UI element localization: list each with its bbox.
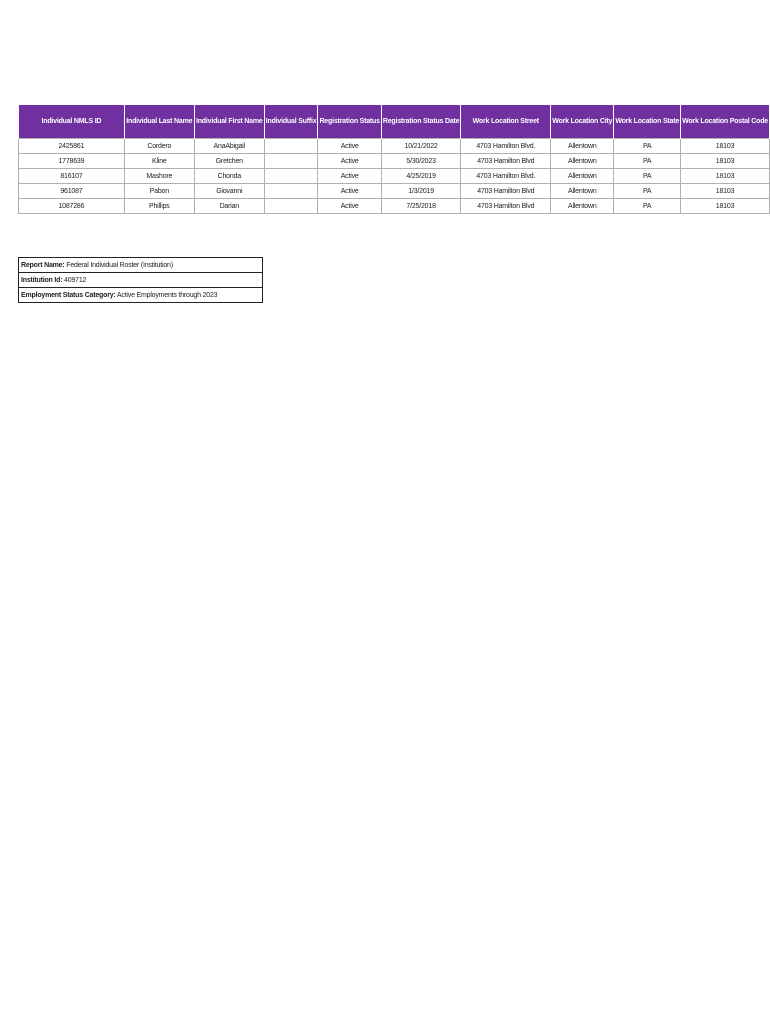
report-name-value: Federal Individual Roster (Institution)	[66, 261, 173, 269]
cell-registration-status: Active	[318, 184, 381, 199]
institution-id-value: 409712	[64, 276, 87, 284]
cell-work-city: Allentown	[551, 139, 614, 154]
employment-status-value: Active Employments through 2023	[116, 291, 218, 299]
cell-last-name: Kline	[124, 154, 194, 169]
cell-work-street: 4703 Hamilton Blvd	[461, 184, 551, 199]
header-first-name: Individual First Name	[194, 105, 264, 139]
cell-registration-status-date: 5/30/2023	[381, 154, 461, 169]
cell-work-postal-code: 18103	[681, 139, 770, 154]
cell-nmls-id: 816107	[19, 169, 125, 184]
header-last-name: Individual Last Name	[124, 105, 194, 139]
table-row	[19, 139, 770, 154]
header-work-postal-code: Work Location Postal Code	[681, 105, 770, 139]
table-header-row	[19, 105, 770, 139]
cell-registration-status-date: 10/21/2022	[381, 139, 461, 154]
institution-id-row	[19, 273, 263, 288]
individual-roster-table	[18, 105, 770, 214]
header-nmls-id: Individual NMLS ID	[19, 105, 125, 139]
cell-work-postal-code: 18103	[681, 199, 770, 214]
header-work-state: Work Location State	[614, 105, 681, 139]
cell-suffix	[264, 169, 318, 184]
cell-registration-status-date: 1/3/2019	[381, 184, 461, 199]
cell-work-city: Allentown	[551, 154, 614, 169]
cell-work-postal-code: 18103	[681, 154, 770, 169]
header-registration-status: Registration Status	[318, 105, 381, 139]
employment-status-label: Employment Status Category:	[21, 291, 116, 299]
cell-registration-status: Active	[318, 154, 381, 169]
cell-work-city: Allentown	[551, 169, 614, 184]
cell-nmls-id: 1778639	[19, 154, 125, 169]
cell-suffix	[264, 184, 318, 199]
cell-suffix	[264, 139, 318, 154]
cell-work-street: 4703 Hamilton Blvd	[461, 199, 551, 214]
cell-last-name: Pabon	[124, 184, 194, 199]
cell-registration-status: Active	[318, 139, 381, 154]
cell-registration-status: Active	[318, 199, 381, 214]
cell-work-street: 4703 Hamilton Blvd.	[461, 139, 551, 154]
table-row	[19, 184, 770, 199]
table-row	[19, 154, 770, 169]
cell-work-state: PA	[614, 184, 681, 199]
cell-work-street: 4703 Hamilton Blvd.	[461, 169, 551, 184]
cell-suffix	[264, 154, 318, 169]
header-suffix: Individual Suffix	[264, 105, 318, 139]
cell-suffix	[264, 199, 318, 214]
header-work-city: Work Location City	[551, 105, 614, 139]
cell-first-name: Giovanni	[194, 184, 264, 199]
report-name-row	[19, 258, 263, 273]
institution-id-label: Institution Id:	[21, 276, 63, 284]
cell-registration-status: Active	[318, 169, 381, 184]
cell-first-name: Chonda	[194, 169, 264, 184]
cell-work-postal-code: 18103	[681, 169, 770, 184]
cell-work-state: PA	[614, 199, 681, 214]
cell-first-name: AnaAbigail	[194, 139, 264, 154]
cell-work-street: 4703 Hamilton Blvd	[461, 154, 551, 169]
cell-work-city: Allentown	[551, 184, 614, 199]
cell-first-name: Darian	[194, 199, 264, 214]
cell-work-state: PA	[614, 169, 681, 184]
cell-last-name: Cordero	[124, 139, 194, 154]
table-row	[19, 169, 770, 184]
report-info-box	[18, 257, 263, 303]
cell-work-postal-code: 18103	[681, 184, 770, 199]
table-row	[19, 199, 770, 214]
cell-nmls-id: 2425861	[19, 139, 125, 154]
cell-work-state: PA	[614, 139, 681, 154]
cell-last-name: Mashore	[124, 169, 194, 184]
header-registration-status-date: Registration Status Date	[381, 105, 461, 139]
cell-last-name: Phillips	[124, 199, 194, 214]
cell-nmls-id: 961087	[19, 184, 125, 199]
header-work-street: Work Location Street	[461, 105, 551, 139]
cell-work-state: PA	[614, 154, 681, 169]
cell-registration-status-date: 7/25/2018	[381, 199, 461, 214]
employment-status-row	[19, 288, 263, 303]
report-name-label: Report Name:	[21, 261, 65, 269]
cell-first-name: Gretchen	[194, 154, 264, 169]
cell-work-city: Allentown	[551, 199, 614, 214]
cell-nmls-id: 1087286	[19, 199, 125, 214]
cell-registration-status-date: 4/25/2019	[381, 169, 461, 184]
